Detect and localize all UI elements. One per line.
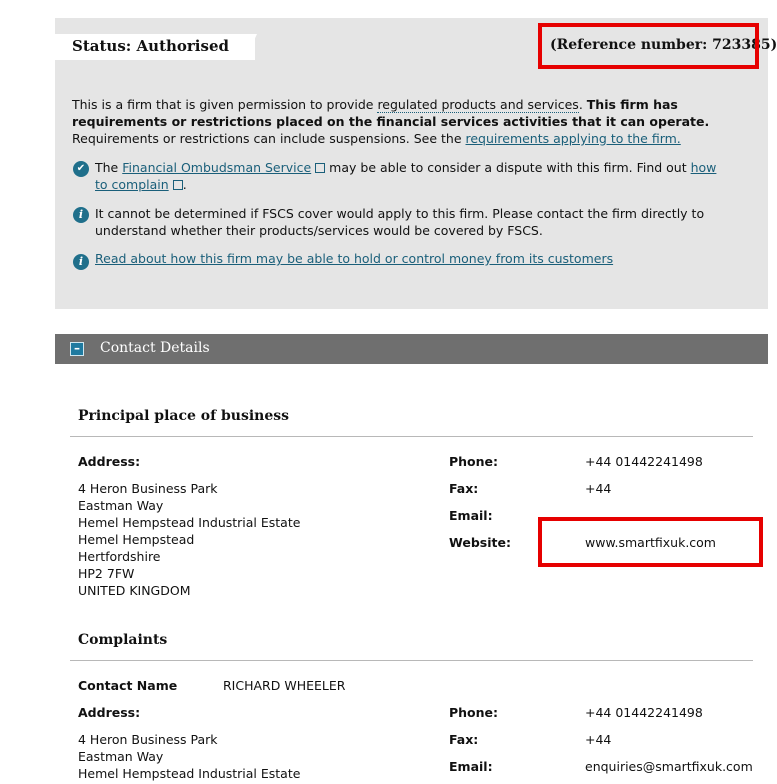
requirements-link[interactable]: requirements applying to the firm. xyxy=(465,131,681,146)
address-line: UNITED KINGDOM xyxy=(78,583,191,598)
address-line: Hemel Hempstead xyxy=(78,532,195,547)
info-circle-icon: i xyxy=(73,254,89,270)
contact-name-value: RICHARD WHEELER xyxy=(223,678,346,693)
address-line: Eastman Way xyxy=(78,498,164,513)
status-panel xyxy=(55,18,777,309)
contact-details-title: Contact Details xyxy=(100,340,210,356)
phone-label: Phone: xyxy=(449,705,499,720)
phone-value: +44 01442241498 xyxy=(585,454,703,469)
external-link-icon[interactable] xyxy=(173,180,183,190)
phone-value: +44 01442241498 xyxy=(585,705,703,720)
status-label: Status: Authorised xyxy=(72,37,229,55)
suspensions-note: Requirements or restrictions can include suspensions. See the xyxy=(72,131,466,146)
divider xyxy=(70,660,753,661)
address-line: Hemel Hempstead Industrial Estate xyxy=(78,766,301,781)
complaints-heading: Complaints xyxy=(78,632,168,648)
how-to-complain-link[interactable]: how to complain xyxy=(95,160,717,192)
phone-label: Phone: xyxy=(449,454,499,469)
website-value[interactable]: www.smartfixuk.com xyxy=(585,535,716,550)
address-line: Eastman Way xyxy=(78,749,164,764)
principal-business-heading: Principal place of business xyxy=(78,408,290,424)
divider xyxy=(70,436,753,437)
fax-label: Fax: xyxy=(449,732,479,747)
info-circle-icon: i xyxy=(73,207,89,223)
address-line: Hertfordshire xyxy=(78,549,161,564)
address-line: HP2 7FW xyxy=(78,566,135,581)
email-label: Email: xyxy=(449,508,493,523)
ombudsman-pre: The xyxy=(95,160,123,175)
ombudsman-link[interactable]: Financial Ombudsman Service xyxy=(122,160,312,175)
client-money-link[interactable]: Read about how this firm may be able to hold or control money from its customers xyxy=(95,251,614,266)
email-label: Email: xyxy=(449,759,493,774)
regulated-products-link[interactable]: regulated products and services xyxy=(377,97,579,112)
address-line: 4 Heron Business Park xyxy=(78,732,218,747)
complaints-address xyxy=(78,731,300,782)
principal-address xyxy=(78,480,300,599)
website-label: Website: xyxy=(449,535,511,550)
restrictions-note: This firm has requirements or restrictions placed on the financial services activities that it can operate. xyxy=(72,97,710,129)
website-highlight-box xyxy=(538,517,763,567)
reference-number: (Reference number: 723385) xyxy=(550,37,777,53)
email-value[interactable]: enquiries@smartfixuk.com xyxy=(585,759,753,774)
ombudsman-mid: may be able to consider a dispute with this firm. Find out xyxy=(325,160,691,175)
contact-details-bar[interactable] xyxy=(55,334,768,364)
address-label: Address: xyxy=(78,705,141,720)
check-circle-icon: ✔ xyxy=(73,161,89,177)
address-line: 4 Heron Business Park xyxy=(78,481,218,496)
fscs-text: It cannot be determined if FSCS cover would apply to this firm. Please contact the firm directly to understand whether their products/services would be covered by FSCS. xyxy=(95,206,705,238)
fax-value: +44 xyxy=(585,481,612,496)
address-label: Address: xyxy=(78,454,141,469)
reference-highlight-box xyxy=(538,23,759,69)
ombudsman-text: The Financial Ombudsman Service may be able to consider a dispute with this firm. Find out how to complain . xyxy=(95,160,717,192)
contact-name-label: Contact Name xyxy=(78,678,178,693)
permission-text: This is a firm that is given permission to provide regulated products and services. This firm has requirements or restrictions placed on the financial services activities that it can operate. Requirements or restrictions can include suspensions. See the requirements applying to the firm. xyxy=(72,97,710,146)
external-link-icon[interactable] xyxy=(315,163,325,173)
fax-label: Fax: xyxy=(449,481,479,496)
status-tab-edge xyxy=(245,34,257,60)
permission-intro: This is a firm that is given permission to provide xyxy=(72,97,378,112)
address-line: Hemel Hempstead Industrial Estate xyxy=(78,515,301,530)
fax-value: +44 xyxy=(585,732,612,747)
collapse-minus-icon[interactable]: – xyxy=(70,342,84,356)
